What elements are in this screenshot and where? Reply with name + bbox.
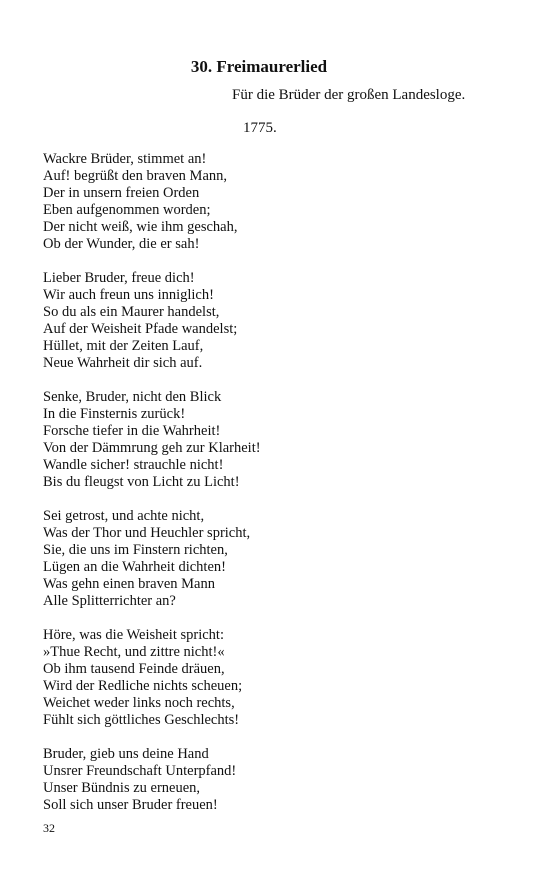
poem-line: Sei getrost, und achte nicht,: [43, 508, 205, 524]
poem-line: Wird der Redliche nichts scheuen;: [43, 678, 243, 694]
poem-line: Der in unsern freien Orden: [43, 185, 200, 201]
page-number: 32: [43, 821, 55, 835]
stanza-2: [43, 270, 523, 372]
stanza-3: [43, 389, 523, 491]
poem-year: 1775.: [243, 120, 277, 136]
poem-body: [43, 151, 523, 831]
poem-line: Lügen an die Wahrheit dichten!: [43, 559, 226, 575]
stanza-1: [43, 151, 523, 253]
poem-line: Unsrer Freundschaft Unterpfand!: [43, 763, 237, 779]
poem-line: Wir auch freun uns inniglich!: [43, 287, 214, 303]
poem-line: Weichet weder links noch rechts,: [43, 695, 235, 711]
poem-line: Neue Wahrheit dir sich auf.: [43, 355, 203, 371]
poem-line: Hüllet, mit der Zeiten Lauf,: [43, 338, 204, 354]
poem-line: Unser Bündnis zu erneuen,: [43, 780, 201, 796]
poem-line: Wandle sicher! strauchle nicht!: [43, 457, 224, 473]
poem-line: Alle Splitterrichter an?: [43, 593, 176, 609]
poem-line: Der nicht weiß, wie ihm geschah,: [43, 219, 238, 235]
poem-line: Lieber Bruder, freue dich!: [43, 270, 195, 286]
poem-line: Was gehn einen braven Mann: [43, 576, 215, 592]
poem-line: »Thue Recht, und zittre nicht!«: [43, 644, 225, 660]
poem-line: Ob ihm tausend Feinde dräuen,: [43, 661, 225, 677]
poem-line: Forsche tiefer in die Wahrheit!: [43, 423, 221, 439]
poem-line: Sie, die uns im Finstern richten,: [43, 542, 228, 558]
poem-line: Senke, Bruder, nicht den Blick: [43, 389, 222, 405]
stanza-5: [43, 627, 523, 729]
poem-line: Bruder, gieb uns deine Hand: [43, 746, 209, 762]
poem-line: Fühlt sich göttliches Geschlechts!: [43, 712, 240, 728]
poem-line: Von der Dämmrung geh zur Klarheit!: [43, 440, 261, 456]
poem-dedication: Für die Brüder der großen Landesloge.: [232, 87, 466, 103]
poem-line: Höre, was die Weisheit spricht:: [43, 627, 224, 643]
stanza-6: [43, 746, 523, 814]
poem-line: Soll sich unser Bruder freuen!: [43, 797, 218, 813]
poem-line: Eben aufgenommen worden;: [43, 202, 211, 218]
poem-line: Auf! begrüßt den braven Mann,: [43, 168, 228, 184]
poem-line: Was der Thor und Heuchler spricht,: [43, 525, 251, 541]
poem-line: Bis du fleugst von Licht zu Licht!: [43, 474, 240, 490]
poem-line: So du als ein Maurer handelst,: [43, 304, 220, 320]
stanza-4: [43, 508, 523, 610]
poem-line: Wackre Brüder, stimmet an!: [43, 151, 207, 167]
poem-title: 30. Freimaurerlied: [190, 57, 328, 76]
poem-line: Auf der Weisheit Pfade wandelst;: [43, 321, 238, 337]
poem-line: In die Finsternis zurück!: [43, 406, 186, 422]
poem-line: Ob der Wunder, die er sah!: [43, 236, 200, 252]
